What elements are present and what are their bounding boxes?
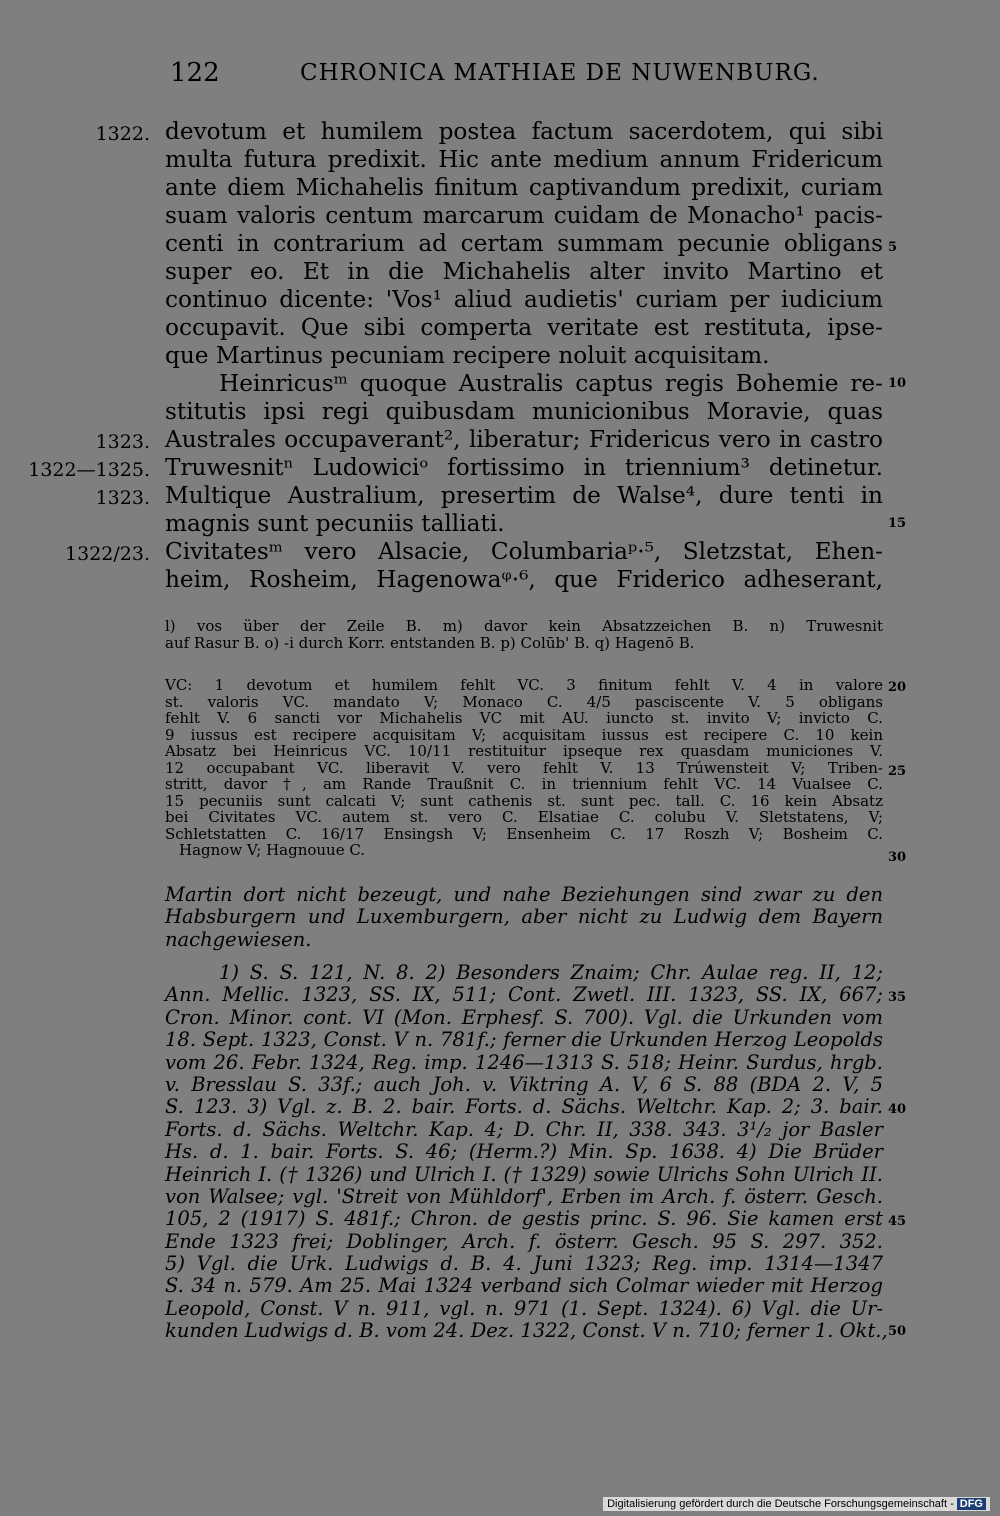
text-line: Australes occupaverant², liberatur; Fridericus vero in castro — [165, 426, 883, 453]
apparatus-line: 15 pecuniis sunt calcati V; sunt cathenis st. sunt pec. tall. C. 16 kein Absatz — [165, 791, 883, 810]
line-number: 10 — [888, 376, 907, 391]
apparatus-variants — [165, 677, 883, 859]
text-line: devotum et humilem postea factum sacerdotem, qui sibi — [165, 118, 883, 145]
line-number: 15 — [888, 516, 907, 531]
apparatus-line: Absatz bei Heinricus VC. 10/11 restituitur ipseque rex quasdam municiones V. — [165, 742, 883, 760]
main-text — [165, 118, 883, 594]
commentary-line: Habsburgern und Luxemburgern, aber nicht zu Ludwig dem Bayern — [165, 905, 883, 929]
text-line: heim, Rosheim, Hagenowaᵠ·⁶, que Friderico adheserant, — [165, 566, 883, 593]
text-line: centi in contrarium ad certam summam pecunie obligans — [165, 230, 883, 257]
line-number: 45 — [888, 1214, 907, 1229]
text-line: Civitatesᵐ vero Alsacie, Columbariaᵖ·⁵, Sletzstat, Ehen- — [165, 538, 883, 565]
text-line: magnis sunt pecuniis talliati. — [165, 510, 505, 537]
note-line: Cron. Minor. cont. VI (Mon. Erphesf. S. 700). Vgl. die Urkunden vom — [165, 1005, 883, 1029]
text-line: Truwesnitⁿ Ludowiciᵒ fortissimo in triennium³ detinetur. — [165, 454, 883, 481]
apparatus-line: VC: 1 devotum et humilem fehlt VC. 3 finitum fehlt V. 4 in valore — [165, 676, 883, 694]
text-line: super eo. Et in die Michahelis alter invito Martino et — [165, 258, 883, 285]
note-line: S. 34 n. 579. Am 25. Mai 1324 verband sich Colmar wieder mit Herzog — [165, 1274, 883, 1298]
page-number: 122 — [170, 58, 220, 88]
running-title: CHRONICA MATHIAE DE NUWENBURG. — [300, 60, 820, 86]
apparatus-letters — [165, 618, 883, 651]
apparatus-line: 9 iussus est recipere acquisitam V; acquisitam iussus est recipere C. 10 kein — [165, 725, 883, 744]
note-line: Heinrich I. († 1326) und Ulrich I. († 1329) sowie Ulrichs Sohn Ulrich II. — [165, 1162, 883, 1186]
margin-year: 1322. — [95, 123, 150, 145]
apparatus-line: bei Civitates VC. autem st. vero C. Elsatiae C. colubu V. Sletstatens, V; — [165, 808, 883, 826]
line-number: 20 — [888, 680, 907, 695]
note-line: v. Bresslau S. 33f.; auch Joh. v. Viktring A. V, 6 S. 88 (BDA 2. V, 5 — [165, 1072, 883, 1096]
apparatus-line: stritt, davor †, am Rande Traußnit C. in triennium fehlt VC. 14 Vualsee C. — [165, 775, 883, 793]
text-line: que Martinus pecuniam recipere noluit acquisitam. — [165, 342, 770, 369]
note-line: Ende 1323 frei; Doblinger, Arch. f. österr. Gesch. 95 S. 297. 352. — [165, 1229, 883, 1253]
margin-year: 1322/23. — [65, 543, 150, 565]
note-line: von Walsee; vgl. 'Streit von Mühldorf', Erben im Arch. f. österr. Gesch. — [165, 1184, 883, 1208]
text-line: ante diem Michahelis finitum captivandum predixit, curiam — [165, 174, 883, 201]
text-line: continuo dicente: 'Vos¹ aliud audietis' curiam per iudicium — [165, 286, 883, 313]
note-line: vom 26. Febr. 1324, Reg. imp. 1246—1313 S. 518; Heinr. Surdus, hrgb. — [165, 1050, 883, 1074]
apparatus-line: l) vos über der Zeile B. m) davor kein Absatzzeichen B. n) Truwesnit — [165, 617, 883, 635]
note-line: 5) Vgl. die Urk. Ludwigs d. B. 4. Juni 1323; Reg. imp. 1314—1347 — [165, 1252, 883, 1276]
page-header — [0, 58, 1000, 98]
line-number: 35 — [888, 990, 907, 1005]
line-number: 5 — [888, 240, 898, 255]
note-line: 1) S. S. 121, N. 8. 2) Besonders Znaim; Chr. Aulae reg. II, 12; — [219, 961, 883, 984]
apparatus-line: st. valoris VC. mandato V; Monaco C. 4/5 pasciscente V. 5 obligans — [165, 692, 883, 711]
line-number: 25 — [888, 764, 907, 779]
note-line: Ann. Mellic. 1323, SS. IX, 511; Cont. Zwetl. III. 1323, SS. IX, 667; — [165, 983, 883, 1007]
text-line: Multique Australium, presertim de Walse⁴, dure tenti in — [165, 482, 883, 509]
line-number: 30 — [888, 850, 907, 865]
dfg-logo: DFG — [957, 1498, 986, 1510]
line-number: 50 — [888, 1324, 907, 1339]
note-line: Hs. d. 1. bair. Forts. S. 46; (Herm.?) Min. Sp. 1638. 4) Die Brüder — [165, 1140, 883, 1164]
apparatus-line: Hagnow V; Hagnouue C. — [179, 841, 366, 859]
note-line: S. 123. 3) Vgl. z. B. 2. bair. Forts. d. Sächs. Weltchr. Kap. 2; 3. bair. — [165, 1095, 883, 1119]
line-number: 40 — [888, 1102, 907, 1117]
text-line: Heinricusᵐ quoque Australis captus regis Bohemie re- — [219, 370, 883, 397]
apparatus-line: Schletstatten C. 16/17 Ensingsh V; Ensenheim C. 17 Roszh V; Bosheim C. — [165, 824, 883, 843]
apparatus-line: fehlt V. 6 sancti vor Michahelis VC mit AU. iuncto st. invito V; invicto C. — [165, 709, 883, 727]
text-line: occupavit. Que sibi comperta veritate est restituta, ipse- — [165, 314, 883, 341]
commentary-line: nachgewiesen. — [165, 927, 312, 951]
note-line: 105, 2 (1917) S. 481f.; Chron. de gestis princ. S. 96. Sie kamen erst — [165, 1207, 883, 1231]
text-line: stitutis ipsi regi quibusdam municionibus Moravie, quas — [165, 398, 883, 425]
funding-footer — [603, 1497, 990, 1511]
apparatus-line: auf Rasur B. o) -i durch Korr. entstanden B. p) Colūb' B. q) Hagenō B. — [165, 633, 695, 652]
note-line: kunden Ludwigs d. B. vom 24. Dez. 1322, Const. V n. 710; ferner 1. Okt., — [165, 1319, 888, 1343]
note-line: Forts. d. Sächs. Weltchr. Kap. 4; D. Chr. II, 338. 343. 3¹/₂ jor Basler — [165, 1117, 883, 1141]
margin-year: 1323. — [95, 431, 150, 453]
commentary-line: Martin dort nicht bezeugt, und nahe Beziehungen sind zwar zu den — [165, 883, 883, 906]
footer-text: Digitalisierung gefördert durch die Deutsche Forschungsgemeinschaft - — [607, 1498, 954, 1510]
apparatus-line: 12 occupabant VC. liberavit V. vero fehlt V. 13 Trúwensteit V; Triben- — [165, 758, 883, 777]
margin-year: 1322—1325. — [28, 459, 150, 481]
margin-year: 1323. — [95, 487, 150, 509]
text-line: multa futura predixit. Hic ante medium annum Fridericum — [165, 146, 883, 173]
note-line: 18. Sept. 1323, Const. V n. 781f.; ferner die Urkunden Herzog Leopolds — [165, 1028, 883, 1052]
note-line: Leopold, Const. V n. 911, vgl. n. 971 (1. Sept. 1324). 6) Vgl. die Ur- — [165, 1296, 883, 1320]
commentary — [165, 884, 883, 951]
footnotes — [165, 961, 888, 1343]
text-line: suam valoris centum marcarum cuidam de Monacho¹ pacis- — [165, 202, 883, 229]
